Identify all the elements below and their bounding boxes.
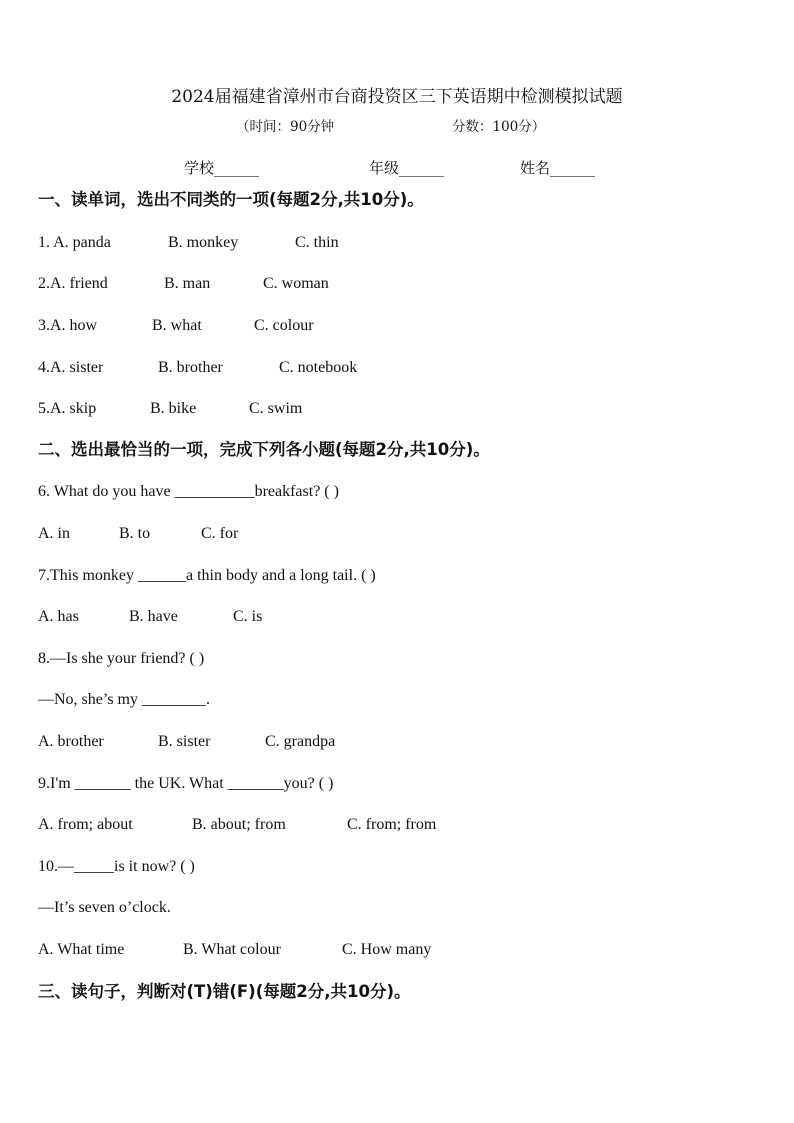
q6-option-c: C. for (201, 525, 239, 542)
q6-option-b: B. to (119, 525, 151, 542)
q4-option-a: 4.A. sister (38, 359, 104, 376)
q5-option-c: C. swim (249, 400, 303, 417)
q4-option-b: B. brother (158, 359, 223, 376)
q9-stem: 9.I'm _______ the UK. What _______you? ( ) (38, 775, 334, 792)
q10-stem: 10.—_____is it now? ( ) (38, 858, 195, 875)
q1-option-c: C. thin (295, 234, 339, 251)
q9-option-a: A. from; about (38, 816, 133, 833)
q5-option-b: B. bike (150, 400, 197, 417)
q8-stem: 8.—Is she your friend? ( ) (38, 650, 205, 667)
q5-option-a: 5.A. skip (38, 400, 97, 417)
q10-option-c: C. How many (342, 941, 432, 958)
q6-option-a: A. in (38, 525, 70, 542)
q7-stem: 7.This monkey ______a thin body and a long tail. ( ) (38, 567, 376, 584)
q3-option-c: C. colour (254, 317, 314, 334)
q7-option-a: A. has (38, 608, 79, 625)
q10-option-b: B. What colour (183, 941, 281, 958)
section-1-heading: 一、读单词，选出不同类的一项(每题2分,共10分)。 (38, 190, 424, 209)
q6-stem: 6. What do you have __________breakfast? ( ) (38, 483, 339, 500)
name-field: 姓名______ (520, 159, 596, 177)
q1-option-b: B. monkey (168, 234, 239, 251)
q8-option-c: C. grandpa (265, 733, 336, 750)
exam-time: （时间：90分钟 (236, 119, 335, 135)
q2-option-a: 2.A. friend (38, 275, 108, 292)
q10-reply: —It’s seven o’clock. (38, 899, 171, 916)
section-2-heading: 二、选出最恰当的一项，完成下列各小题(每题2分,共10分)。 (38, 440, 490, 459)
q3-option-a: 3.A. how (38, 317, 98, 334)
exam-score: 分数：100分） (452, 119, 546, 135)
q8-option-b: B. sister (158, 733, 211, 750)
q4-option-c: C. notebook (279, 359, 358, 376)
q8-reply: —No, she’s my ________. (38, 691, 210, 708)
q3-option-b: B. what (152, 317, 202, 334)
q8-option-a: A. brother (38, 733, 104, 750)
grade-field: 年级______ (369, 159, 445, 177)
q9-option-b: B. about; from (192, 816, 286, 833)
q1-option-a: 1. A. panda (38, 234, 111, 251)
q10-option-a: A. What time (38, 941, 125, 958)
q2-option-b: B. man (164, 275, 211, 292)
section-3-heading: 三、读句子，判断对(T)错(F)(每题2分,共10分)。 (38, 982, 411, 1001)
q7-option-c: C. is (233, 608, 263, 625)
q9-option-c: C. from; from (347, 816, 437, 833)
q7-option-b: B. have (129, 608, 178, 625)
page-title: 2024届福建省漳州市台商投资区三下英语期中检测模拟试题 (171, 87, 623, 107)
school-field: 学校______ (184, 159, 260, 177)
q2-option-c: C. woman (263, 275, 329, 292)
